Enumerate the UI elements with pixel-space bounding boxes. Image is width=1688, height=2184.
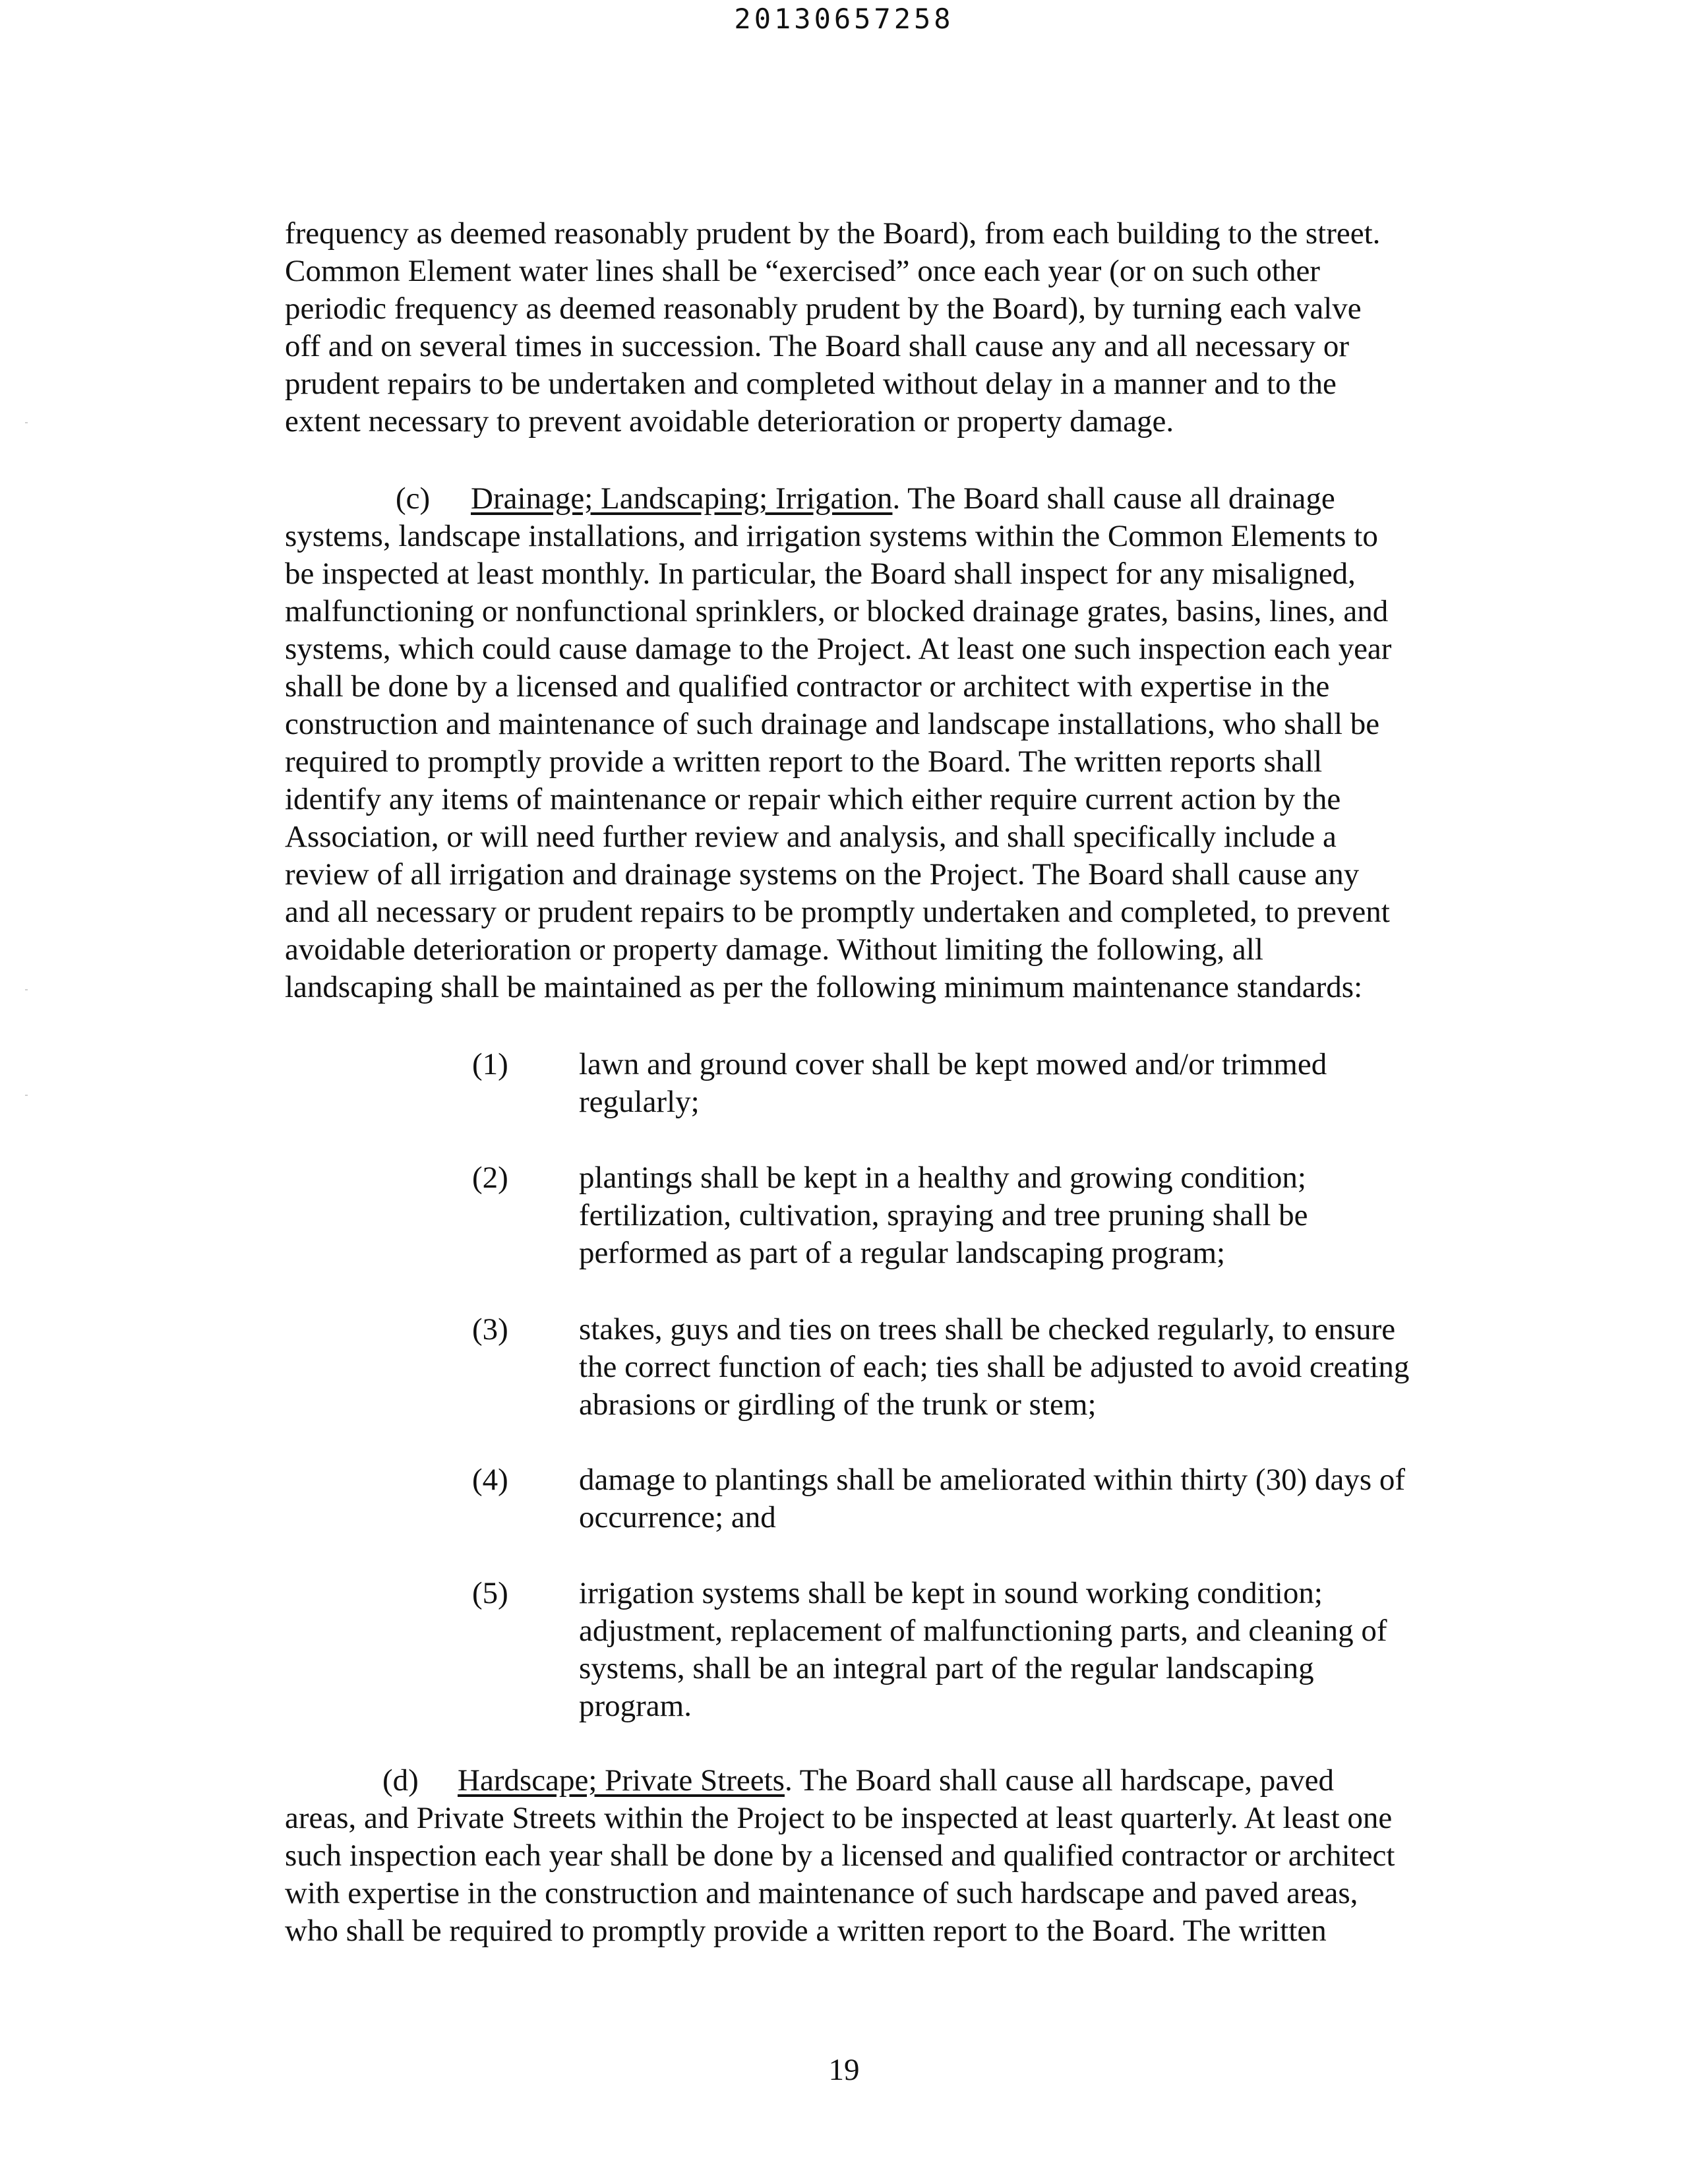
text-line: review of all irrigation and drainage systems on the Project. The Board shall cause any bbox=[285, 857, 1360, 892]
text-line: areas, and Private Streets within the Project to be inspected at least quarterly. At least one bbox=[285, 1801, 1393, 1835]
section-c-heading: Drainage; Landscaping; Irrigation bbox=[471, 481, 893, 516]
section-d-label: (d) bbox=[382, 1763, 419, 1798]
document-number: 20130657258 bbox=[734, 3, 954, 35]
section-c-first-line bbox=[285, 480, 1459, 518]
text-line: extent necessary to prevent avoidable deterioration or property damage. bbox=[285, 404, 1174, 439]
section-d-first-line-text: . The Board shall cause all hardscape, paved bbox=[784, 1763, 1334, 1798]
text-line: Association, or will need further review and analysis, and shall specifically include a bbox=[285, 820, 1337, 854]
text-line: be inspected at least monthly. In particular, the Board shall inspect for any misaligned, bbox=[285, 557, 1356, 591]
section-d-paragraph bbox=[285, 1762, 1459, 1950]
text-line: with expertise in the construction and maintenance of such hardscape and paved areas, bbox=[285, 1876, 1358, 1910]
text-line: shall be done by a licensed and qualified contractor or architect with expertise in the bbox=[285, 669, 1330, 704]
text-line: irrigation systems shall be kept in sound working condition; bbox=[579, 1576, 1323, 1610]
text-line: occurrence; and bbox=[579, 1500, 776, 1534]
text-line: plantings shall be kept in a healthy and growing condition; bbox=[579, 1161, 1306, 1195]
text-line: off and on several times in succession. The Board shall cause any and all necessary or bbox=[285, 329, 1350, 363]
text-line: systems, landscape installations, and irrigation systems within the Common Elements to bbox=[285, 519, 1378, 553]
text-line: required to promptly provide a written report to the Board. The written reports shall bbox=[285, 744, 1323, 779]
list-item-number: (1) bbox=[472, 1047, 508, 1081]
intro-paragraph bbox=[285, 215, 1459, 440]
text-line: program. bbox=[579, 1689, 692, 1723]
text-line: Common Element water lines shall be “exercised” once each year (or on such other bbox=[285, 254, 1320, 288]
text-line: periodic frequency as deemed reasonably prudent by the Board), by turning each valve bbox=[285, 291, 1362, 326]
text-line: and all necessary or prudent repairs to be promptly undertaken and completed, to prevent bbox=[285, 895, 1390, 929]
text-line: identify any items of maintenance or repair which either require current action by the bbox=[285, 782, 1341, 816]
text-line: systems, shall be an integral part of the regular landscaping bbox=[579, 1651, 1314, 1685]
scan-mark bbox=[25, 1095, 28, 1096]
text-line: fertilization, cultivation, spraying and tree pruning shall be bbox=[579, 1198, 1308, 1232]
list-item-text bbox=[579, 1046, 1502, 1121]
text-line: prudent repairs to be undertaken and completed without delay in a manner and to the bbox=[285, 367, 1337, 401]
section-d-heading: Hardscape; Private Streets bbox=[458, 1763, 785, 1798]
text-line: damage to plantings shall be ameliorated within thirty (30) days of bbox=[579, 1463, 1406, 1497]
section-c-label: (c) bbox=[396, 481, 431, 516]
text-line: who shall be required to promptly provide a written report to the Board. The written bbox=[285, 1914, 1327, 1948]
section-c-paragraph bbox=[285, 480, 1459, 1006]
text-line: the correct function of each; ties shall be adjusted to avoid creating bbox=[579, 1350, 1410, 1384]
list-item-number: (2) bbox=[472, 1161, 508, 1195]
list-item-number: (5) bbox=[472, 1576, 508, 1610]
list-item-text bbox=[579, 1461, 1502, 1536]
text-line: construction and maintenance of such drainage and landscape installations, who shall be bbox=[285, 707, 1380, 741]
scan-mark bbox=[25, 422, 28, 423]
text-line: adjustment, replacement of malfunctioning parts, and cleaning of bbox=[579, 1614, 1387, 1648]
text-line: frequency as deemed reasonably prudent by the Board), from each building to the street. bbox=[285, 216, 1381, 251]
text-line: malfunctioning or nonfunctional sprinklers, or blocked drainage grates, basins, lines, and bbox=[285, 594, 1389, 628]
list-item-number: (3) bbox=[472, 1312, 508, 1347]
section-d-first-line bbox=[285, 1762, 1459, 1800]
section-c-first-line-text: . The Board shall cause all drainage bbox=[892, 481, 1335, 516]
text-line: landscaping shall be maintained as per the following minimum maintenance standards: bbox=[285, 970, 1363, 1004]
text-line: lawn and ground cover shall be kept mowed and/or trimmed bbox=[579, 1047, 1327, 1081]
text-line: regularly; bbox=[579, 1085, 700, 1119]
text-line: performed as part of a regular landscaping program; bbox=[579, 1236, 1226, 1270]
text-line: systems, which could cause damage to the Project. At least one such inspection each year bbox=[285, 632, 1392, 666]
scan-mark bbox=[25, 989, 28, 990]
text-line: stakes, guys and ties on trees shall be checked regularly, to ensure bbox=[579, 1312, 1396, 1347]
text-line: abrasions or girdling of the trunk or stem; bbox=[579, 1387, 1097, 1422]
text-line: such inspection each year shall be done by a licensed and qualified contractor or architect bbox=[285, 1838, 1395, 1873]
text-line: avoidable deterioration or property damage. Without limiting the following, all bbox=[285, 932, 1263, 967]
list-item-text bbox=[579, 1311, 1502, 1424]
list-item-text bbox=[579, 1575, 1502, 1725]
list-item-number: (4) bbox=[472, 1463, 508, 1497]
list-item-text bbox=[579, 1159, 1502, 1272]
page-number: 19 bbox=[828, 2053, 860, 2087]
